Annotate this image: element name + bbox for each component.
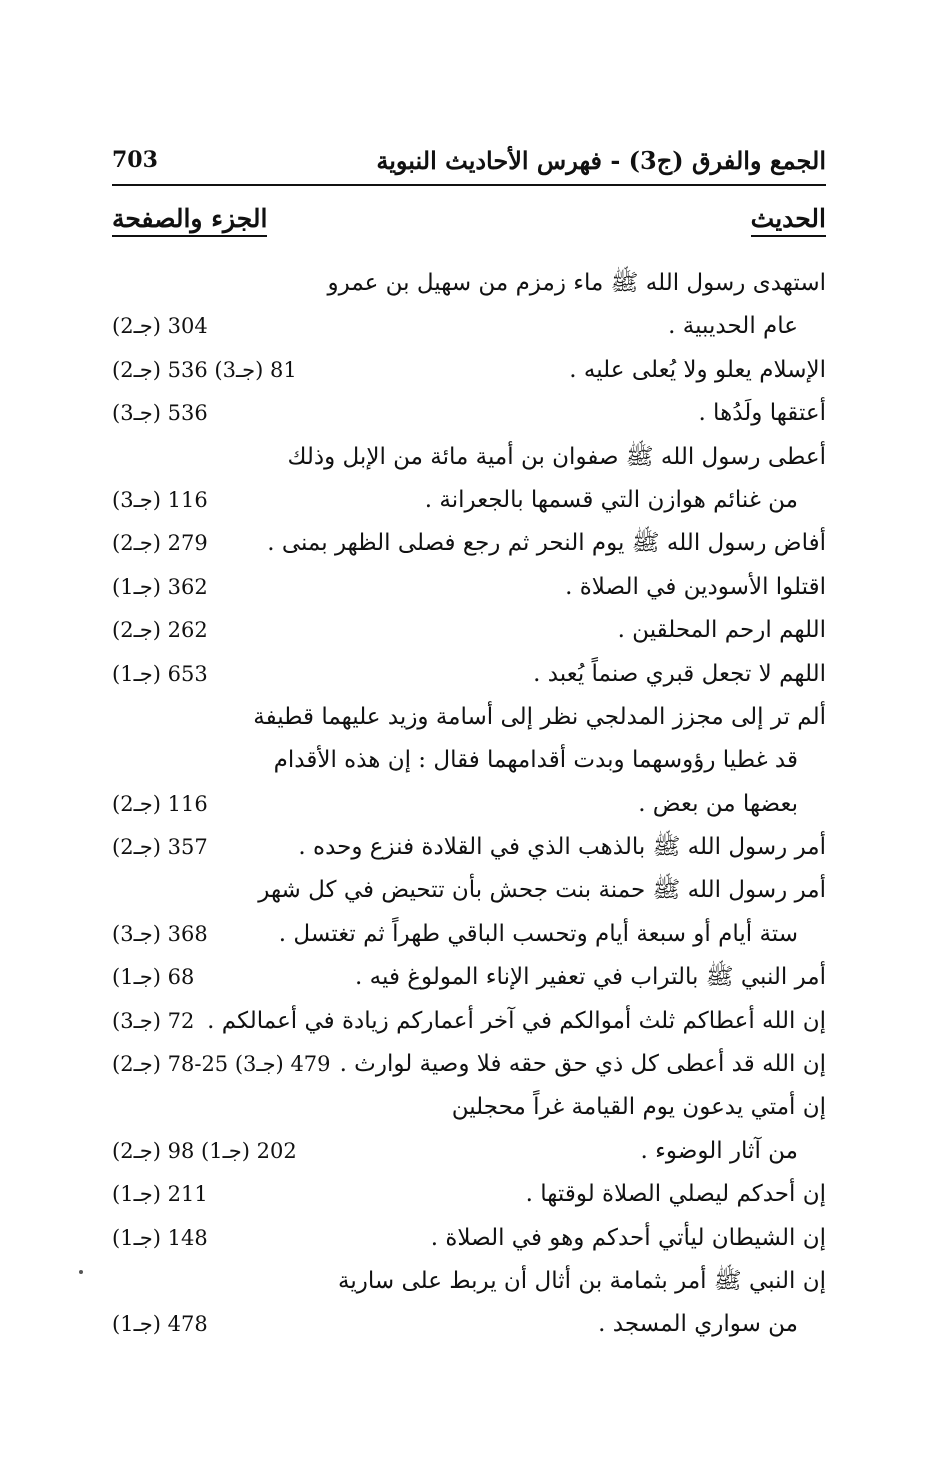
index-line	[112, 479, 826, 522]
volume-page-reference: (جـ1) 653	[112, 661, 208, 686]
header-divider	[112, 184, 826, 186]
hadith-text: ستة أيام أو سبعة أيام وتحسب الباقي طهراً ثم تغتسل .	[278, 920, 798, 947]
scan-speck	[79, 1270, 83, 1274]
index-line	[112, 783, 826, 826]
hadith-text: أعطى رسول الله ﷺ صفوان بن أمية مائة من الإبل وذلك	[287, 443, 826, 470]
index-line	[112, 522, 826, 565]
volume-page-reference: (جـ3) 116	[112, 487, 208, 512]
index-line	[112, 653, 826, 696]
volume-page-reference: (جـ3) 368	[112, 921, 208, 946]
running-header	[112, 142, 826, 178]
hadith-text: أمر رسول الله ﷺ حمنة بنت جحش بأن تتحيض في كل شهر	[258, 877, 826, 904]
hadith-index-list	[112, 262, 826, 1347]
index-line	[112, 1303, 826, 1346]
volume-page-reference: (جـ2) 357	[112, 835, 208, 860]
hadith-text: إن النبي ﷺ أمر بثمامة بن أثال أن يربط على سارية	[338, 1267, 826, 1294]
volume-page-reference: (جـ2) 279	[112, 531, 208, 556]
volume-page-reference: (جـ1) 68	[112, 965, 195, 990]
hadith-text: اقتلوا الأسودين في الصلاة .	[565, 573, 826, 600]
index-line	[112, 1130, 826, 1173]
volume-page-reference: (جـ3) 72	[112, 1008, 195, 1033]
volume-page-reference: (جـ2) 479 (جـ3) 25-78	[112, 1052, 331, 1077]
index-line	[112, 1173, 826, 1216]
index-line	[112, 349, 826, 392]
volume-page-reference: (جـ2) 262	[112, 618, 208, 643]
hadith-text: أفاض رسول الله ﷺ يوم النحر ثم رجع فصلى الظهر بمنى .	[267, 530, 826, 557]
hadith-text: إن الشيطان ليأتي أحدكم وهو في الصلاة .	[430, 1224, 826, 1251]
index-line	[112, 305, 826, 348]
hadith-text: من غنائم هوازن التي قسمها بالجعرانة .	[424, 486, 798, 513]
index-line	[112, 566, 826, 609]
index-line	[112, 436, 826, 479]
index-line	[112, 696, 826, 739]
index-line	[112, 1260, 826, 1303]
volume-page-reference: (جـ2) 202 (جـ1) 98	[112, 1138, 297, 1163]
hadith-text: عام الحديبية .	[668, 313, 798, 340]
index-line	[112, 1043, 826, 1086]
volume-page-reference: (جـ2) 304	[112, 314, 208, 339]
volume-page-reference: (جـ1) 362	[112, 574, 208, 599]
volume-page-reference: (جـ3) 536	[112, 401, 208, 426]
hadith-text: اللهم ارحم المحلقين .	[617, 617, 826, 644]
hadith-text: اللهم لا تجعل قبري صنماً يُعبد .	[533, 660, 826, 687]
index-line	[112, 913, 826, 956]
hadith-text: الإسلام يعلو ولا يُعلى عليه .	[569, 356, 826, 383]
index-line	[112, 869, 826, 912]
volume-page-column-header: الجزء والصفحة	[112, 204, 267, 237]
index-line	[112, 392, 826, 435]
hadith-column-header: الحديث	[751, 204, 826, 237]
hadith-text: إن الله أعطاكم ثلث أموالكم في آخر أعماركم زيادة في أعمالكم .	[207, 1007, 826, 1034]
index-line	[112, 1086, 826, 1129]
volume-page-reference: (جـ2) 116	[112, 791, 208, 816]
hadith-text: أمر رسول الله ﷺ بالذهب الذي في القلادة فنزع وحده .	[298, 834, 826, 861]
hadith-text: من آثار الوضوء .	[640, 1137, 798, 1164]
hadith-text: إن الله قد أعطى كل ذي حق حقه فلا وصية لوارث .	[339, 1051, 826, 1078]
index-line	[112, 739, 826, 782]
volume-page-reference: (جـ1) 478	[112, 1312, 208, 1337]
index-line	[112, 609, 826, 652]
running-title: الجمع والفرق (ج3) - فهرس الأحاديث النبوية	[376, 145, 826, 175]
index-line	[112, 826, 826, 869]
hadith-text: بعضها من بعض .	[638, 790, 798, 817]
hadith-text: أمر النبي ﷺ بالتراب في تعفير الإناء المولوغ فيه .	[355, 964, 826, 991]
hadith-text: أعتقها ولَدُها .	[698, 400, 826, 427]
index-line	[112, 1000, 826, 1043]
index-line	[112, 956, 826, 999]
volume-page-reference: (جـ1) 211	[112, 1182, 208, 1207]
column-headers	[112, 200, 826, 240]
volume-page-reference: (جـ2) 81 (جـ3) 536	[112, 357, 297, 382]
index-line	[112, 262, 826, 305]
hadith-text: ألم تر إلى مجزز المدلجي نظر إلى أسامة وزيد عليهما قطيفة	[253, 703, 826, 730]
index-line	[112, 1217, 826, 1260]
page-number: 703	[112, 147, 158, 173]
hadith-text: استهدى رسول الله ﷺ ماء زمزم من سهيل بن عمرو	[327, 270, 826, 296]
hadith-text: إن أمتي يدعون يوم القيامة غراً محجلين	[451, 1094, 826, 1121]
hadith-text: من سواري المسجد .	[598, 1311, 798, 1338]
volume-page-reference: (جـ1) 148	[112, 1225, 208, 1250]
hadith-text: إن أحدكم ليصلي الصلاة لوقتها .	[525, 1181, 826, 1208]
hadith-text: قد غطيا رؤوسهما وبدت أقدامهما فقال : إن هذه الأقدام	[273, 747, 798, 774]
